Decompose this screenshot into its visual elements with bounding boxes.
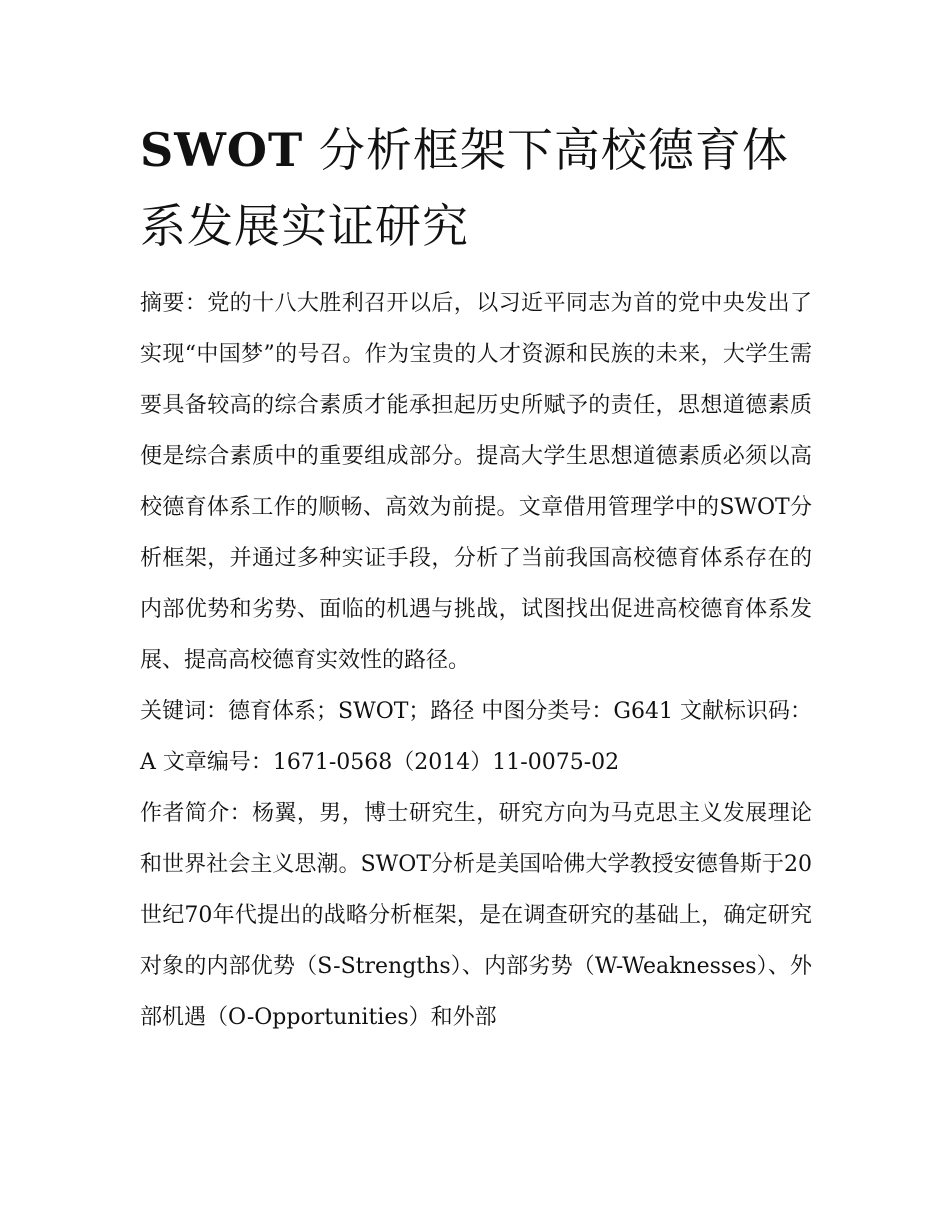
abstract-paragraph: 摘要：党的十八大胜利召开以后，以习近平同志为首的党中央发出了实现“中国梦”的号召。作为宝贵的人才资源和民族的未来，大学生需要具备较高的综合素质才能承担起历史所赋予的责任，思想道德素质便是综合素质中的重要组成部分。提高大学生思想道德素质必须以高校德育体系工作的顺畅、高效为前提。文章借用管理学中的SWOT分析框架，并通过多种实证手段，分析了当前我国高校德育体系存在的内部优势和劣势、面临的机遇与挑战，试图找出促进高校德育体系发展、提高高校德育实效性的路径。 — [140, 291, 812, 673]
keywords-paragraph: 关键词：德育体系；SWOT；路径 中图分类号：G641 文献标识码：A 文章编号：1671-0568（2014）11-0075-02 — [140, 699, 812, 775]
title-latin-part: SWOT — [140, 123, 304, 177]
author-body-paragraph: 作者简介：杨翼，男，博士研究生，研究方向为马克思主义发展理论和世界社会主义思潮。SWOT分析是美国哈佛大学教授安德鲁斯于20世纪70年代提出的战略分析框架，是在调查研究的基础上，确定研究对象的内部优势（S-Strengths）、内部劣势（W-Weaknesses）、外部机遇（O-Opportunities）和外部 — [140, 801, 812, 1030]
document-page — [140, 112, 812, 1043]
title-chinese-part: 分析框架下高校德育体系发展实证研究 — [140, 123, 789, 253]
document-title — [140, 112, 812, 264]
